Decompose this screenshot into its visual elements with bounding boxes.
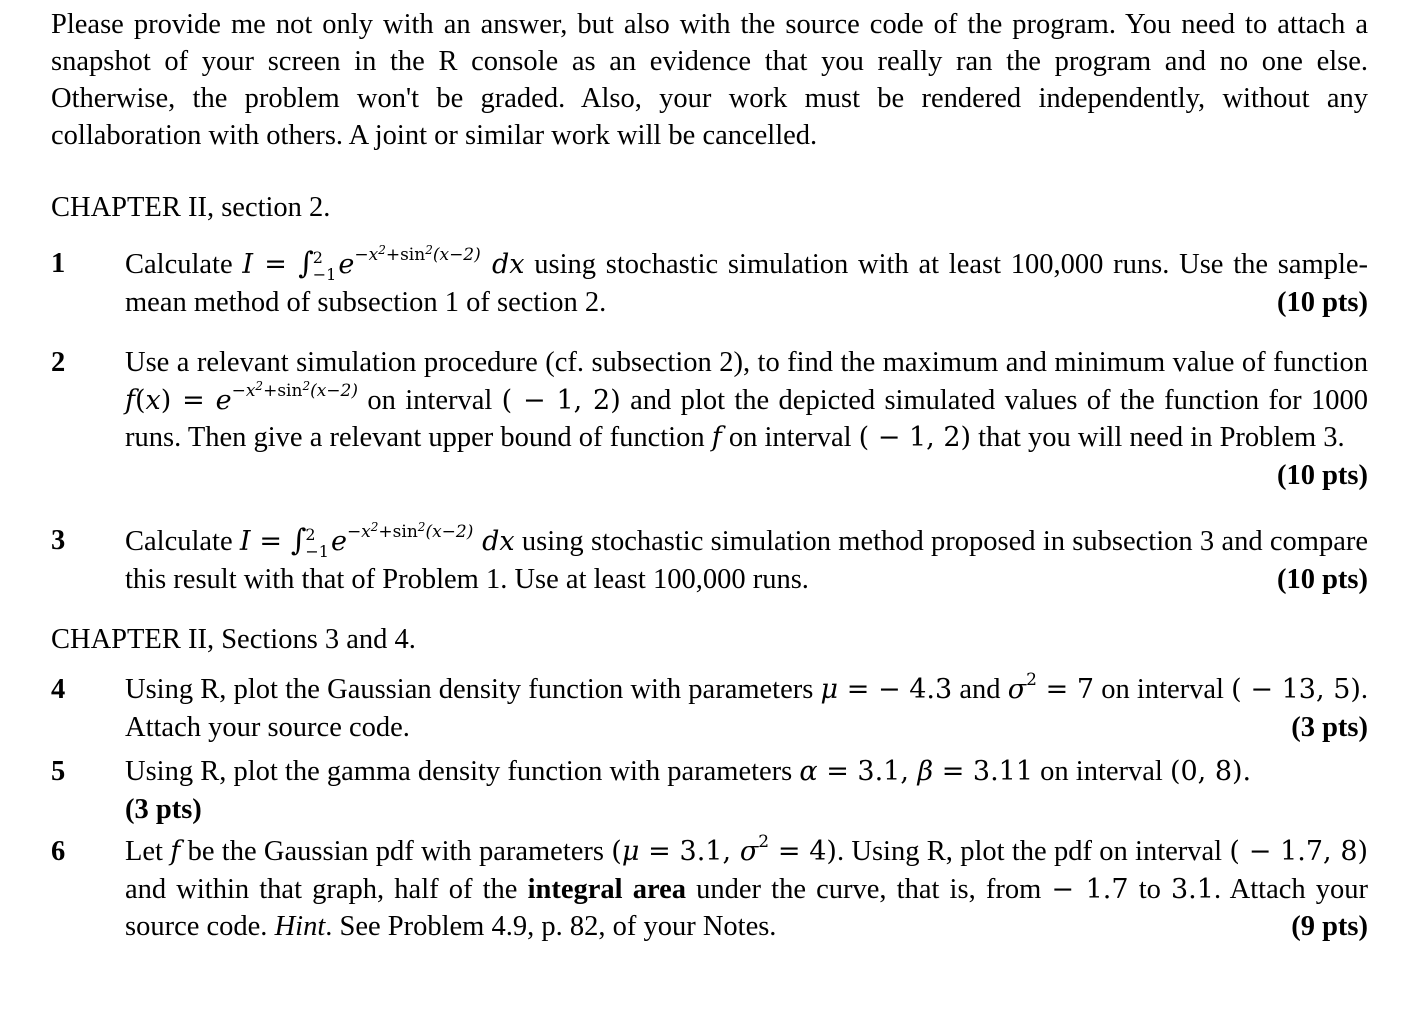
points-label: (10 pts) (1276, 459, 1368, 491)
problem-text: on interval (728, 422, 852, 453)
problem-text: be the Gaussian pdf with parameters (187, 836, 604, 867)
problem-text: using stochastic simulation with at least 100,000 runs. Use the sample-mean method of subsection 1 of section 2. (125, 249, 1368, 318)
problem-text: on interval (1101, 674, 1224, 705)
bold-term: integral area (527, 873, 686, 905)
problem-body: Using R, plot the Gaussian density function with parameters μ = − 4.3 and $\sigma^2 = 7$ on interval ( − 13, 5). Attach your source code. (3 pts) (125, 671, 1368, 746)
integral-formula: I (239, 526, 251, 557)
points-label: (10 pts) (1276, 563, 1368, 595)
problem-number: 5 (51, 756, 66, 787)
problem-body: Let f be the Gaussian pdf with parameters (μ = 3.1, $\sigma^2 = 4$). Using R, plot the pdf on interval ( − 1.7, 8) and within that graph, half of the integral area under the curve, that is, from − 1.7 to 3.1. Attach your source code. Hint. See Problem 4.9, p. 82, of your Notes. (9 pts) (125, 833, 1368, 946)
points-label: (3 pts) (125, 793, 202, 825)
problem-3 (51, 522, 1368, 598)
problem-number: 1 (51, 248, 66, 279)
problem-body: Using R, plot the gamma density function with parameters α = 3.1, β = 3.11 on interval (0, 8). (3 pts) (125, 753, 1368, 828)
hint-label: Hint (274, 911, 326, 942)
sigma-parameter: σ (1007, 674, 1027, 705)
points-label: (3 pts) (1291, 711, 1368, 743)
chapter-heading-sections-3-4: CHAPTER II, Sections 3 and 4. (51, 624, 416, 655)
chapter-heading-section-2: CHAPTER II, section 2. (51, 192, 331, 223)
problem-text: . Attach your source code. (125, 674, 1369, 743)
alpha-parameter: α (799, 756, 818, 787)
problem-text: Using R, plot the Gaussian density function with parameters (125, 674, 814, 705)
problem-text: and (959, 674, 1001, 705)
problem-text: and within that graph, half of the (125, 873, 518, 905)
problem-1 (51, 245, 1368, 321)
problem-text: on interval (1040, 756, 1163, 787)
problem-6 (51, 833, 1368, 946)
problem-text: Calculate (125, 526, 233, 557)
problem-4 (51, 671, 1368, 746)
intro-paragraph: Please provide me not only with an answer, but also with the source code of the program. You need to attach a snapshot of your screen in the R console as an evidence that you really ran the program and no one else. Otherwise, the problem won't be graded. Also, your work must be rendered independently, without any collaboration with others. A joint or similar work will be cancelled. (51, 9, 1368, 151)
problem-number: 2 (51, 347, 66, 378)
problem-text: Let (125, 836, 163, 867)
problem-5 (51, 753, 1368, 828)
problem-2 (51, 344, 1368, 494)
problem-number: 6 (51, 836, 66, 867)
problem-text: under the curve, that is, from (696, 873, 1042, 905)
problem-text: on interval (367, 384, 493, 416)
interval-formula: ( − 13, 5) (1231, 674, 1361, 705)
mu-parameter: μ (820, 674, 839, 705)
points-label: (10 pts) (1276, 286, 1368, 318)
beta-parameter: β (917, 756, 934, 787)
points-label: (9 pts) (1291, 911, 1368, 942)
problem-number: 4 (51, 674, 66, 705)
problem-body: Use a relevant simulation procedure (cf. subsection 2), to find the maximum and minimum value of function $f(x) = e^{-x^2+sin^2(x-2)}$ on interval ( − 1, 2) and plot the depicted simulated values of the function for 1000 runs. Then give a relevant upper bound of function f on interval ( − 1, 2) that you will need in Problem 3. (10 pts) (125, 344, 1368, 457)
problem-body: Calculate I = ∫ 2 −1 $e^{-x^2+sin^2(x-2)}$ dx using stochastic simulation method proposed in subsection 3 and compare this result with that of Problem 1. Use at least 100,000 runs. (10 pts) (125, 522, 1368, 598)
problem-text: using stochastic simulation method proposed in subsection 3 and compare this result with that of Problem 1. Use at least 100,000 runs. (125, 526, 1368, 595)
problem-text: to (1138, 873, 1161, 905)
problem-text: and plot the depicted simulated values of the function for 1000 runs. Then give a relevant upper bound of function (125, 384, 1369, 453)
problem-text: . Using R, plot the pdf on interval (836, 836, 1223, 867)
problem-body: Calculate I = ∫ 2 −1 $e^{-x^2+sin^2(x-2)}$ dx using stochastic simulation with at least 100,000 runs. Use the sample-mean method of subsection 1 of section 2. (10 pts) (125, 245, 1368, 321)
problem-text: that you will need in Problem 3. (978, 422, 1345, 453)
problem-text: Use a relevant simulation procedure (cf. subsection 2), to find the maximum and minimum value of function (125, 347, 1368, 378)
problem-number: 3 (51, 525, 66, 556)
integral-formula: I (242, 249, 254, 280)
function-formula: f (125, 384, 135, 416)
interval-formula: ( − 1, 2) (501, 384, 621, 416)
problem-text: . Attach your source code. (125, 873, 1368, 942)
problem-text: Using R, plot the gamma density function with parameters (125, 756, 793, 787)
problem-text: . See Problem 4.9, p. 82, of your Notes. (325, 911, 777, 942)
interval-formula: ( − 1.7, 8) (1229, 836, 1369, 867)
parameters-formula: ( (611, 836, 622, 867)
interval-formula: ( − 1, 2) (858, 422, 972, 453)
interval-formula: (0, 8). (1169, 756, 1252, 787)
problem-text: Calculate (125, 249, 233, 280)
